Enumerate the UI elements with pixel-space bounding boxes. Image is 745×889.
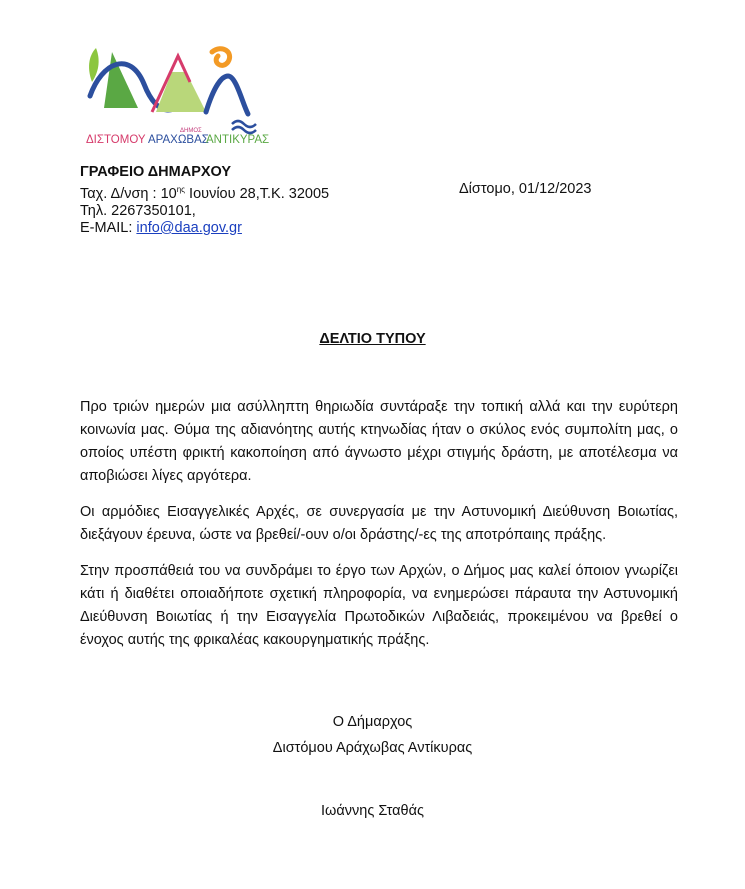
svg-text:ΑΝΤΙΚΥΡΑΣ: ΑΝΤΙΚΥΡΑΣ: [206, 134, 270, 146]
email-line: E-MAIL: info@daa.gov.gr: [80, 219, 242, 236]
paragraph: Οι αρμόδιες Εισαγγελικές Αρχές, σε συνεργασία με την Αστυνομική Διεύθυνση Βοιωτίας, διεξάγουν έρευνα, ώστε να βρεθεί/-ουν ο/οι δράστης/-ες της αποτρόπαιης πράξης.: [80, 504, 678, 543]
phone-line: Τηλ. 2267350101,: [80, 202, 196, 219]
email-link[interactable]: info@daa.gov.gr: [136, 219, 242, 236]
press-release-body: [80, 396, 678, 665]
signature-municipality: Διστόμου Αράχωβας Αντίκυρας: [272, 740, 473, 756]
office-header: [80, 164, 329, 237]
municipality-logo: [82, 42, 272, 154]
svg-text:ΔΙΣΤΟΜΟΥ: ΔΙΣΤΟΜΟΥ: [86, 134, 146, 146]
paragraph: Στην προσπάθειά του να συνδράμει το έργο των Αρχών, ο Δήμος μας καλεί όποιον γνωρίζει κάτι ή διαθέτει οποιαδήποτε σχετική πληροφορία, να ενημερώσει πάραυτα την Αστυνομική Διεύθυνση Βοιωτίας ή την Εισαγγελία Πρωτοδικών Λιβαδειάς, προκειμένου να βρεθεί ο ένοχος αυτής της φρικαλέας κακουργηματικής πράξης.: [80, 563, 678, 648]
svg-text:ΑΡΑΧΩΒΑΣ: ΑΡΑΧΩΒΑΣ: [148, 134, 209, 146]
signature-role: Ο Δήμαρχος: [332, 714, 413, 730]
signature-name: Ιωάννης Σταθάς: [321, 803, 424, 819]
office-name: ΓΡΑΦΕΙΟ ΔΗΜΑΡΧΟΥ: [80, 164, 232, 180]
svg-text:ΔΗΜΟΣ: ΔΗΜΟΣ: [180, 128, 202, 134]
paragraph: Προ τριών ημερών μια ασύλληπτη θηριωδία συντάραξε την τοπική αλλά και την ευρύτερη κοινωνία μας. Θύμα της αδιανόητης αυτής κτηνωδίας ήταν ο σκύλος ενός συμπολίτη μας, ο οποίος υπέστη φρικτή κακοποίηση από άγνωστο μέχρι στιγμής δράστη, με αποτέλεσμα να αποβιώσει λίγες αργότερα.: [80, 399, 678, 484]
document-date: Δίστομο, 01/12/2023: [459, 181, 592, 197]
document-title: ΔΕΛΤΙΟ ΤΥΠΟΥ: [319, 331, 426, 347]
address-line: Ταχ. Δ/νση : $10^{\eta\varsigma}$ Ιουνίου 28,Τ.Κ. 32005: [80, 185, 330, 202]
